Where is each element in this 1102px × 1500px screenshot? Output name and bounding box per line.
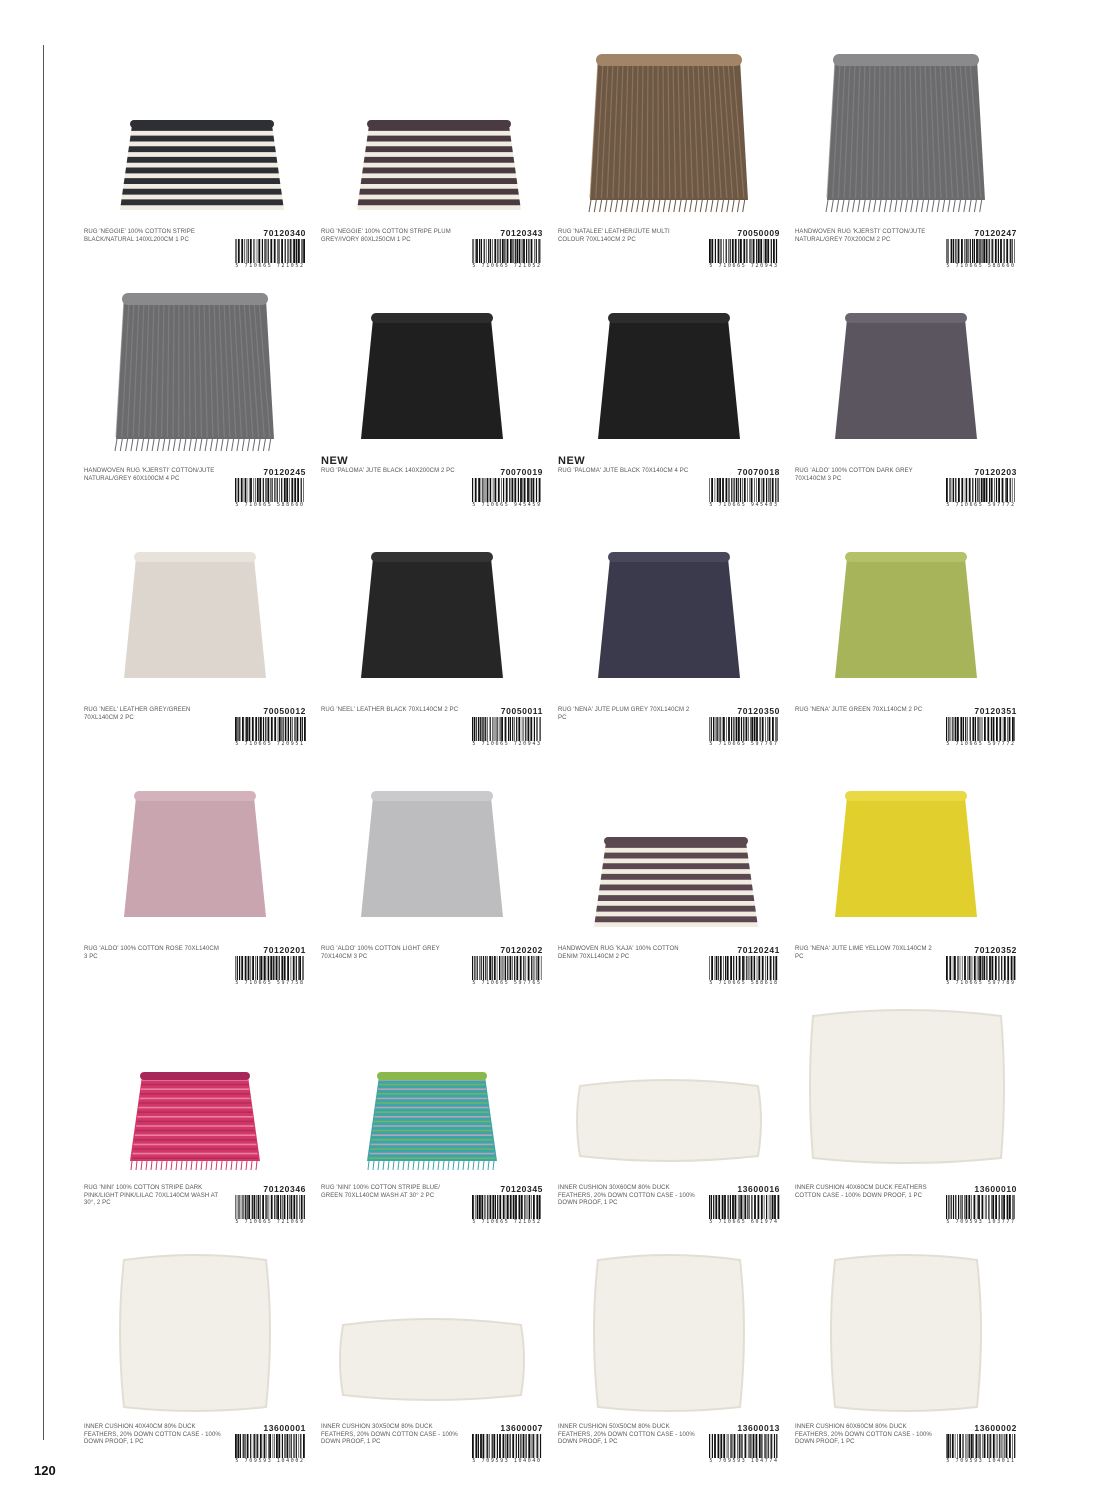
product-card-70120346: [84, 996, 306, 1231]
product-info: [558, 468, 780, 513]
product-card-70120350: [558, 518, 780, 753]
barcode-number: 5 710665 588660: [946, 263, 1016, 269]
barcode-icon: [234, 956, 306, 980]
product-image: [84, 996, 306, 1176]
barcode-number: 5 710665 720943: [709, 263, 779, 269]
product-info: [795, 707, 1017, 752]
product-card-70050012: [84, 518, 306, 753]
product-image: [321, 518, 543, 698]
barcode-number: 5 709593 103777: [946, 1219, 1016, 1225]
product-code: 70070019: [500, 467, 543, 477]
product-info: [558, 946, 780, 991]
barcode-icon: [234, 717, 306, 741]
product-info: [84, 1424, 306, 1469]
product-description: INNER CUSHION 30X60CM 80% DUCK FEATHERS, 20% DOWN COTTON CASE - 100% DOWN PROOF, 1 PC: [558, 1185, 695, 1207]
product-description: INNER CUSHION 30X50CM 80% DUCK FEATHERS, 20% DOWN COTTON CASE - 100% DOWN PROOF, 1 PC: [321, 1424, 458, 1446]
product-description: RUG 'NINI' 100% COTTON STRIPE BLUE/ GREEN 70XL140CM WASH AT 30° 2 PC: [321, 1185, 441, 1199]
barcode-number: 5 710665 945403: [709, 502, 779, 508]
product-image: [321, 996, 543, 1176]
product-card-70120345: [321, 996, 543, 1231]
barcode-number: 5 709593 104040: [472, 1458, 542, 1464]
product-info: [84, 707, 306, 752]
product-info: [321, 707, 543, 752]
product-info: [321, 468, 543, 513]
product-info: [795, 1185, 1017, 1230]
barcode-number: 5 710665 720951: [235, 741, 305, 747]
product-description: HANDWOVEN RUG 'KJERSTI' COTTON/JUTE NATURAL/GREY 70X200CM 2 PC: [795, 229, 926, 243]
product-description: INNER CUSHION 40X60CM DUCK FEATHERS COTTON CASE - 100% DOWN PROOF, 1 PC: [795, 1185, 927, 1199]
product-code: 70120245: [263, 467, 306, 477]
product-code: 70120202: [500, 945, 543, 955]
barcode-icon: [945, 1434, 1017, 1458]
barcode-icon: [471, 478, 543, 502]
product-image: [558, 279, 780, 459]
product-description: INNER CUSHION 60X60CM 80% DUCK FEATHERS, 20% DOWN COTTON CASE - 100% DOWN PROOF, 1 PC: [795, 1424, 932, 1446]
barcode-icon: [471, 239, 543, 263]
product-image: [795, 757, 1017, 937]
product-image: [795, 996, 1017, 1176]
product-code: 70120247: [974, 228, 1017, 238]
barcode-number: 5 710665 597767: [709, 741, 779, 747]
product-info: [795, 946, 1017, 991]
margin-rule: [43, 45, 44, 1440]
product-card-70070018: [558, 279, 780, 514]
barcode-number: 5 710665 721052: [235, 263, 305, 269]
product-card-70120247: [795, 40, 1017, 275]
product-info: [321, 1424, 543, 1469]
product-image: [795, 40, 1017, 220]
barcode-icon: [471, 1434, 543, 1458]
product-description: HANDWOVEN RUG 'KAJA' 100% COTTON DENIM 70XL140CM 2 PC: [558, 946, 679, 960]
product-description: RUG 'NINI' 100% COTTON STRIPE DARK PINK/LIGHT PINK/LILAC 70XL140CM WASH AT 30°, 2 PC: [84, 1185, 219, 1207]
barcode-icon: [471, 956, 543, 980]
product-card-13600013: [558, 1235, 780, 1470]
barcode-number: 5 709593 104011: [946, 1458, 1016, 1464]
product-info: [795, 229, 1017, 274]
barcode-number: 5 709593 104774: [709, 1458, 779, 1464]
barcode-icon: [234, 478, 306, 502]
barcode-icon: [234, 239, 306, 263]
product-code: 70120201: [263, 945, 306, 955]
product-card-70120245: [84, 279, 306, 514]
product-image: [321, 757, 543, 937]
barcode-icon: [234, 1434, 306, 1458]
product-description: RUG 'NENA' JUTE GREEN 70XL140CM 2 PC: [795, 707, 923, 713]
product-image: [795, 1235, 1017, 1415]
product-code: 13600007: [500, 1423, 543, 1433]
barcode-number: 5 709593 104002: [235, 1458, 305, 1464]
barcode-icon: [945, 956, 1017, 980]
product-info: [321, 229, 543, 274]
product-card-70120201: [84, 757, 306, 992]
barcode-icon: [471, 717, 543, 741]
product-code: 70070018: [737, 467, 780, 477]
product-code: 70120241: [737, 945, 780, 955]
product-card-70050011: [321, 518, 543, 753]
product-card-13600016: [558, 996, 780, 1231]
product-card-13600001: [84, 1235, 306, 1470]
product-card-70120203: [795, 279, 1017, 514]
product-description: RUG 'ALDO' 100% COTTON LIGHT GREY 70X140CM 3 PC: [321, 946, 440, 960]
product-image: [84, 518, 306, 698]
product-code: 13600013: [737, 1423, 780, 1433]
product-code: 70120340: [263, 228, 306, 238]
product-description: RUG 'NENA' JUTE LIME YELLOW 70XL140CM 2 PC: [795, 946, 932, 960]
barcode-number: 5 710665 597765: [472, 980, 542, 986]
product-info: [84, 946, 306, 991]
product-code: 70120350: [737, 706, 780, 716]
barcode-icon: [945, 239, 1017, 263]
barcode-number: 5 710665 597758: [235, 980, 305, 986]
barcode-number: 5 710665 721069: [235, 1219, 305, 1225]
barcode-icon: [708, 239, 780, 263]
barcode-number: 5 710665 597772: [946, 741, 1016, 747]
product-code: 70050011: [500, 706, 543, 716]
product-info: [558, 1424, 780, 1469]
product-image: [84, 40, 306, 220]
product-image: [795, 279, 1017, 459]
product-code: 70120352: [974, 945, 1017, 955]
product-info: [84, 468, 306, 513]
product-info: [795, 468, 1017, 513]
product-card-70070019: [321, 279, 543, 514]
barcode-number: 5 710665 588618: [709, 980, 779, 986]
product-description: RUG 'ALDO' 100% COTTON DARK GREY 70X140CM 3 PC: [795, 468, 913, 482]
barcode-number: 5 710665 721052: [472, 1219, 542, 1225]
product-code: 70120203: [974, 467, 1017, 477]
barcode-icon: [945, 478, 1017, 502]
product-code: 13600010: [974, 1184, 1017, 1194]
product-image: [321, 1235, 543, 1415]
new-badge: NEW: [321, 455, 349, 467]
barcode-icon: [708, 478, 780, 502]
product-info: [795, 1424, 1017, 1469]
barcode-icon: [945, 717, 1017, 741]
product-image: [84, 279, 306, 459]
product-code: 70120346: [263, 1184, 306, 1194]
product-card-70120343: [321, 40, 543, 275]
barcode-number: 5 710665 945459: [472, 502, 542, 508]
product-image: [558, 1235, 780, 1415]
product-info: [84, 229, 306, 274]
product-card-13600007: [321, 1235, 543, 1470]
product-description: RUG 'ALDO' 100% COTTON ROSE 70XL140CM 3 PC: [84, 946, 219, 960]
product-card-70120352: [795, 757, 1017, 992]
product-code: 70050012: [263, 706, 306, 716]
product-description: HANDWOVEN RUG 'KJERSTI' COTTON/JUTE NATURAL/GREY 60X100CM 4 PC: [84, 468, 215, 482]
barcode-icon: [471, 1195, 543, 1219]
product-card-13600010: [795, 996, 1017, 1231]
product-image: [558, 996, 780, 1176]
product-code: 70120345: [500, 1184, 543, 1194]
product-description: INNER CUSHION 50X50CM 80% DUCK FEATHERS, 20% DOWN COTTON CASE - 100% DOWN PROOF, 1 PC: [558, 1424, 695, 1446]
product-code: 13600001: [263, 1423, 306, 1433]
product-image: [84, 757, 306, 937]
product-description: RUG 'NATALEE' LEATHER/JUTE MULTI COLOUR 70XL140CM 2 PC: [558, 229, 670, 243]
product-description: RUG 'NEGGIE' 100% COTTON STRIPE BLACK/NATURAL 140XL200CM 1 PC: [84, 229, 195, 243]
product-image: [795, 518, 1017, 698]
product-image: [84, 1235, 306, 1415]
product-description: RUG 'PALOMA' JUTE BLACK 140X200CM 2 PC: [321, 468, 455, 474]
product-card-13600002: [795, 1235, 1017, 1470]
product-card-70050009: [558, 40, 780, 275]
barcode-icon: [708, 956, 780, 980]
barcode-number: 5 710665 588660: [235, 502, 305, 508]
product-image: [558, 518, 780, 698]
product-code: 13600016: [737, 1184, 780, 1194]
product-image: [558, 40, 780, 220]
barcode-number: 5 710665 601974: [709, 1219, 779, 1225]
product-code: 70050009: [737, 228, 780, 238]
product-code: 70120351: [974, 706, 1017, 716]
product-image: [321, 279, 543, 459]
barcode-number: 5 710665 720943: [472, 741, 542, 747]
page-number: 120: [34, 1463, 56, 1478]
barcode-icon: [708, 717, 780, 741]
barcode-number: 5 710665 721052: [472, 263, 542, 269]
product-info: [321, 946, 543, 991]
barcode-icon: [945, 1195, 1017, 1219]
product-info: [558, 229, 780, 274]
product-code: 13600002: [974, 1423, 1017, 1433]
product-description: INNER CUSHION 40X40CM 80% DUCK FEATHERS, 20% DOWN COTTON CASE - 100% DOWN PROOF, 1 PC: [84, 1424, 221, 1446]
product-image: [321, 40, 543, 220]
product-info: [558, 707, 780, 752]
product-card-70120202: [321, 757, 543, 992]
product-description: RUG 'NENA' JUTE PLUM GREY 70XL140CM 2 PC: [558, 707, 690, 721]
barcode-number: 5 710665 597789: [946, 980, 1016, 986]
new-badge: NEW: [558, 455, 586, 467]
barcode-icon: [708, 1434, 780, 1458]
product-description: RUG 'PALOMA' JUTE BLACK 70X140CM 4 PC: [558, 468, 689, 474]
product-code: 70120343: [500, 228, 543, 238]
product-image: [558, 757, 780, 937]
barcode-icon: [234, 1195, 306, 1219]
barcode-number: 5 710665 597772: [946, 502, 1016, 508]
product-description: RUG 'NEGGIE' 100% COTTON STRIPE PLUM GREY/IVORY 80XL250CM 1 PC: [321, 229, 451, 243]
product-card-70120340: [84, 40, 306, 275]
product-info: [321, 1185, 543, 1230]
product-description: RUG 'NEEL' LEATHER BLACK 70XL140CM 2 PC: [321, 707, 459, 713]
product-info: [558, 1185, 780, 1230]
product-card-70120241: [558, 757, 780, 992]
product-description: RUG 'NEEL' LEATHER GREY/GREEN 70XL140CM 2 PC: [84, 707, 191, 721]
product-info: [84, 1185, 306, 1230]
barcode-icon: [708, 1195, 780, 1219]
product-card-70120351: [795, 518, 1017, 753]
